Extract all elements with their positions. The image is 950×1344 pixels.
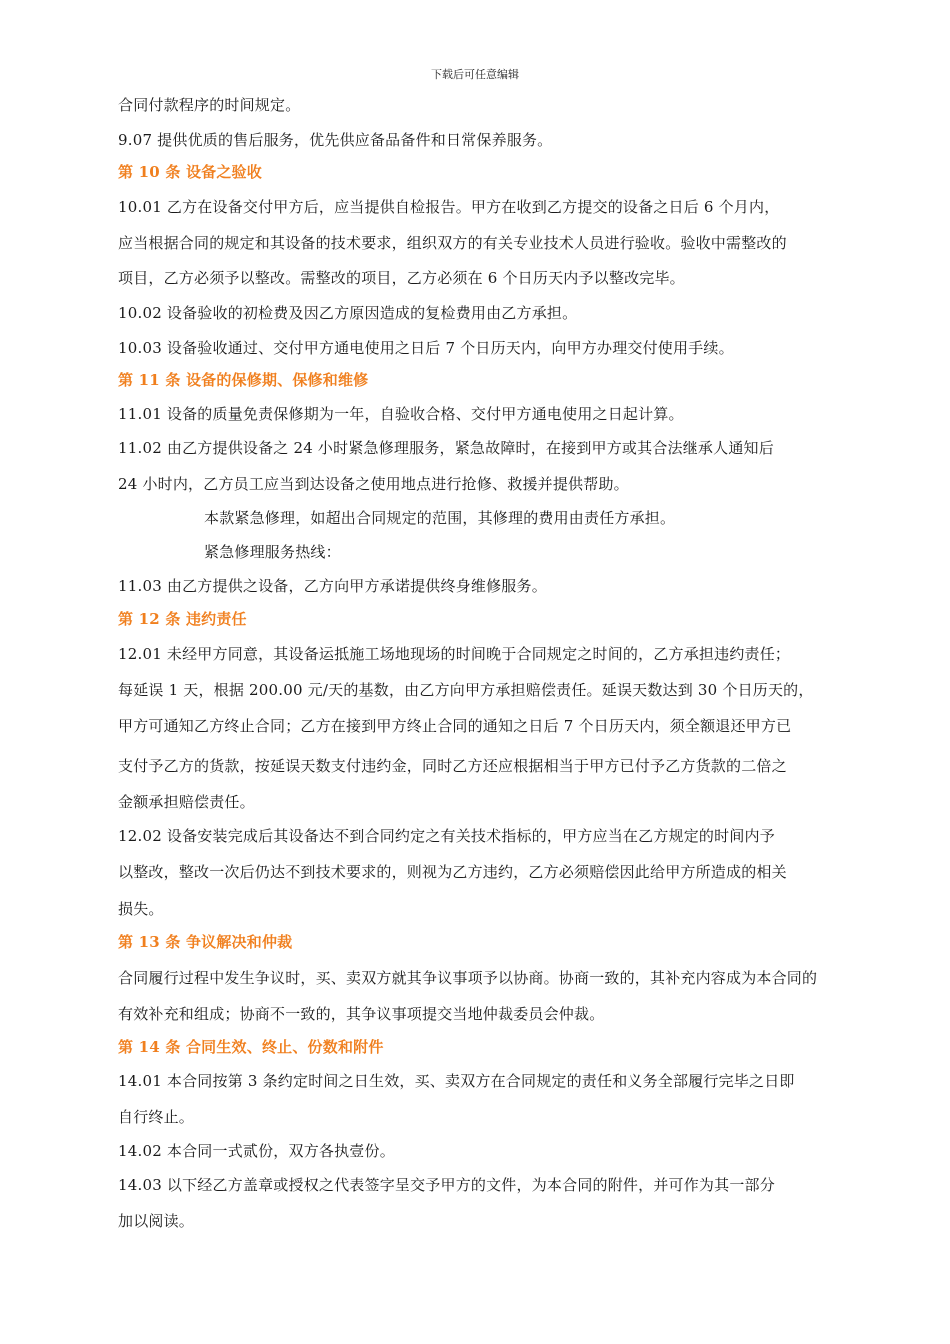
text-line: 本款紧急修理，如超出合同规定的范围，其修理的费用由责任方承担。 — [204, 509, 676, 527]
text-line: 11.03 由乙方提供之设备，乙方向甲方承诺提供终身维修服务。 — [118, 577, 547, 595]
text-line: 11.01 设备的质量免责保修期为一年，自验收合格、交付甲方通电使用之日起计算。 — [118, 405, 684, 423]
text-line: 自行终止。 — [118, 1108, 195, 1126]
text-line: 14.03 以下经乙方盖章或授权之代表签字呈交予甲方的文件，为本合同的附件，并可作为其一部分 — [118, 1176, 775, 1194]
text-line: 损失。 — [118, 900, 164, 918]
text-line: 加以阅读。 — [118, 1212, 195, 1230]
text-line: 10.01 乙方在设备交付甲方后，应当提供自检报告。甲方在收到乙方提交的设备之日后 6 个月内， — [118, 198, 780, 216]
text-line: 有效补充和组成；协商不一致的，其争议事项提交当地仲裁委员会仲裁。 — [118, 1005, 605, 1023]
text-line: 应当根据合同的规定和其设备的技术要求，组织双方的有关专业技术人员进行验收。验收中需整改的 — [118, 234, 787, 252]
text-line: 12.01 未经甲方同意，其设备运抵施工场地现场的时间晚于合同规定之时间的，乙方承担违约责任； — [118, 645, 791, 663]
text-line: 14.02 本合同一式贰份，双方各执壹份。 — [118, 1142, 395, 1160]
text-line: 甲方可通知乙方终止合同；乙方在接到甲方终止合同的通知之日后 7 个日历天内，须全额退还甲方已 — [118, 717, 792, 735]
section-heading: 第 13 条 争议解决和仲裁 — [118, 933, 293, 951]
text-line: 项目，乙方必须予以整改。需整改的项目，乙方必须在 6 个日历天内予以整改完毕。 — [118, 269, 685, 287]
section-heading: 第 10 条 设备之验收 — [118, 163, 262, 181]
text-line: 9.07 提供优质的售后服务，优先供应备品备件和日常保养服务。 — [118, 131, 553, 149]
text-line: 每延误 1 天，根据 200.00 元/天的基数，由乙方向甲方承担赔偿责任。延误天数达到 30 个日历天的， — [118, 681, 814, 699]
text-line: 紧急修理服务热线： — [204, 543, 341, 561]
text-line: 以整改，整改一次后仍达不到技术要求的，则视为乙方违约，乙方必须赔偿因此给甲方所造成的相关 — [118, 863, 787, 881]
text-line: 10.03 设备验收通过、交付甲方通电使用之日后 7 个日历天内，向甲方办理交付使用手续。 — [118, 339, 734, 357]
text-line: 12.02 设备安装完成后其设备达不到合同约定之有关技术指标的，甲方应当在乙方规定的时间内予 — [118, 827, 775, 845]
page-header: 下载后可任意编辑 — [431, 68, 519, 81]
text-line: 24 小时内，乙方员工应当到达设备之使用地点进行抢修、救援并提供帮助。 — [118, 475, 629, 493]
text-line: 14.01 本合同按第 3 条约定时间之日生效，买、卖双方在合同规定的责任和义务全部履行完毕之日即 — [118, 1072, 795, 1090]
section-heading: 第 11 条 设备的保修期、保修和维修 — [118, 371, 369, 389]
section-heading: 第 14 条 合同生效、终止、份数和附件 — [118, 1038, 384, 1056]
text-line: 合同履行过程中发生争议时，买、卖双方就其争议事项予以协商。协商一致的，其补充内容成为本合同的 — [118, 969, 818, 987]
text-line: 合同付款程序的时间规定。 — [118, 96, 301, 114]
text-line: 11.02 由乙方提供设备之 24 小时紧急修理服务，紧急故障时，在接到甲方或其合法继承人通知后 — [118, 439, 774, 457]
text-line: 支付予乙方的货款，按延误天数支付违约金，同时乙方还应根据相当于甲方已付予乙方货款的二倍之 — [118, 757, 787, 775]
section-heading: 第 12 条 违约责任 — [118, 610, 247, 628]
text-line: 10.02 设备验收的初检费及因乙方原因造成的复检费用由乙方承担。 — [118, 304, 578, 322]
text-line: 金额承担赔偿责任。 — [118, 793, 255, 811]
